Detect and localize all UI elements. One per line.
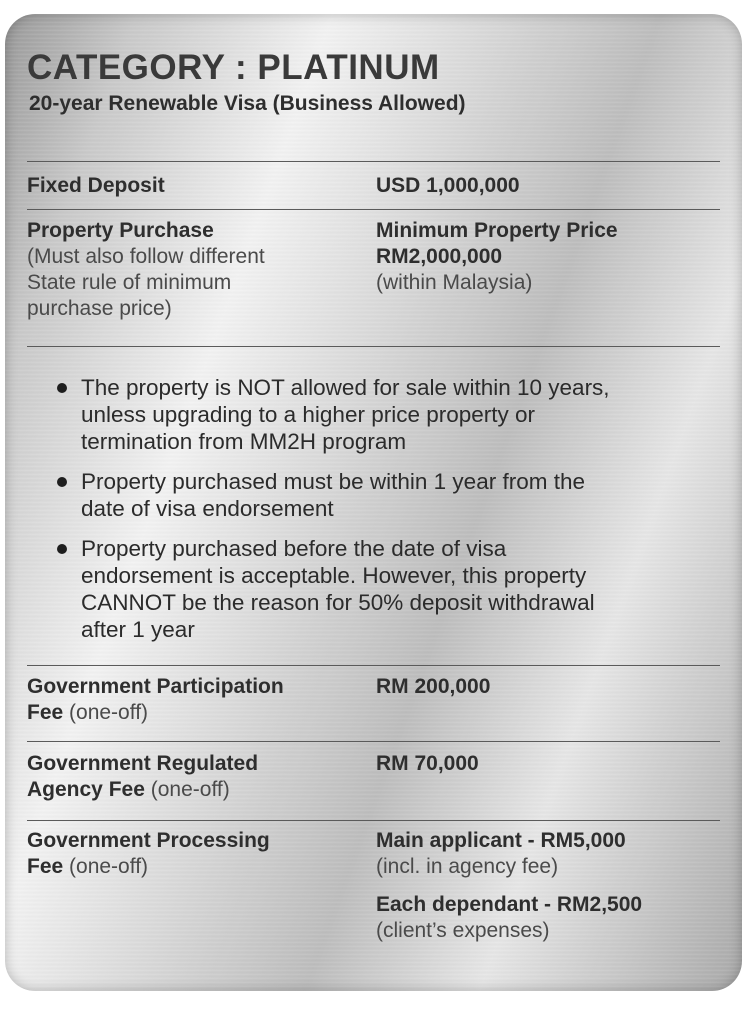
property-note-line: (Must also follow different bbox=[27, 245, 265, 268]
participation-fee-label bbox=[27, 674, 284, 726]
fixed-deposit-value: USD 1,000,000 bbox=[376, 174, 520, 197]
dependant-note: (client’s expenses) bbox=[376, 919, 550, 942]
participation-fee-value: RM 200,000 bbox=[376, 675, 491, 698]
rule-line: Property purchased before the date of visa bbox=[81, 536, 507, 561]
property-purchase-value bbox=[376, 218, 618, 296]
divider bbox=[27, 820, 720, 821]
processing-fee-values bbox=[376, 828, 642, 944]
processing-fee-title: Government Processing bbox=[27, 829, 270, 852]
category-title: CATEGORY : PLATINUM bbox=[27, 48, 440, 87]
rule-line: unless upgrading to a higher price property or bbox=[81, 402, 536, 427]
rule-line: after 1 year bbox=[81, 617, 195, 642]
participation-fee-title-2: Fee bbox=[27, 701, 64, 724]
bullet-icon bbox=[57, 544, 67, 554]
list-item bbox=[55, 468, 715, 522]
rule-line: CANNOT be the reason for 50% deposit withdrawal bbox=[81, 590, 595, 615]
regulated-fee-title-2: Agency Fee bbox=[27, 778, 145, 801]
property-note-line: State rule of minimum bbox=[27, 271, 232, 294]
property-purchase-title: Property Purchase bbox=[27, 219, 214, 242]
minimum-property-price-value: RM2,000,000 bbox=[376, 245, 503, 268]
list-item bbox=[55, 535, 715, 643]
one-off-note: (one-off) bbox=[69, 855, 149, 878]
divider bbox=[27, 346, 720, 347]
divider bbox=[27, 665, 720, 666]
minimum-property-price-label: Minimum Property Price bbox=[376, 219, 618, 242]
regulated-fee-title: Government Regulated bbox=[27, 752, 259, 775]
platinum-category-card bbox=[5, 14, 742, 991]
property-location-note: (within Malaysia) bbox=[376, 271, 533, 294]
property-note-line: purchase price) bbox=[27, 297, 172, 320]
rule-line: date of visa endorsement bbox=[81, 496, 334, 521]
one-off-note: (one-off) bbox=[69, 701, 149, 724]
dependant-fee: Each dependant - RM2,500 bbox=[376, 893, 643, 916]
main-applicant-note: (incl. in agency fee) bbox=[376, 855, 559, 878]
divider bbox=[27, 209, 720, 210]
rule-line: Property purchased must be within 1 year from the bbox=[81, 469, 585, 494]
participation-fee-title: Government Participation bbox=[27, 675, 284, 698]
processing-fee-label bbox=[27, 828, 270, 880]
divider bbox=[27, 161, 720, 162]
bullet-icon bbox=[57, 477, 67, 487]
list-item bbox=[55, 374, 715, 455]
rule-line: The property is NOT allowed for sale within 10 years, bbox=[81, 375, 610, 400]
property-rules-list bbox=[55, 374, 715, 656]
rule-line: endorsement is acceptable. However, this property bbox=[81, 563, 587, 588]
fixed-deposit-label: Fixed Deposit bbox=[27, 174, 165, 197]
processing-fee-title-2: Fee bbox=[27, 855, 64, 878]
regulated-agency-fee-value: RM 70,000 bbox=[376, 752, 479, 775]
property-purchase-label bbox=[27, 218, 265, 322]
regulated-agency-fee-label bbox=[27, 751, 258, 803]
main-applicant-fee: Main applicant - RM5,000 bbox=[376, 829, 626, 852]
bullet-icon bbox=[57, 383, 67, 393]
category-subtitle: 20-year Renewable Visa (Business Allowed) bbox=[29, 92, 466, 115]
divider bbox=[27, 741, 720, 742]
rule-line: termination from MM2H program bbox=[81, 429, 407, 454]
one-off-note: (one-off) bbox=[150, 778, 230, 801]
